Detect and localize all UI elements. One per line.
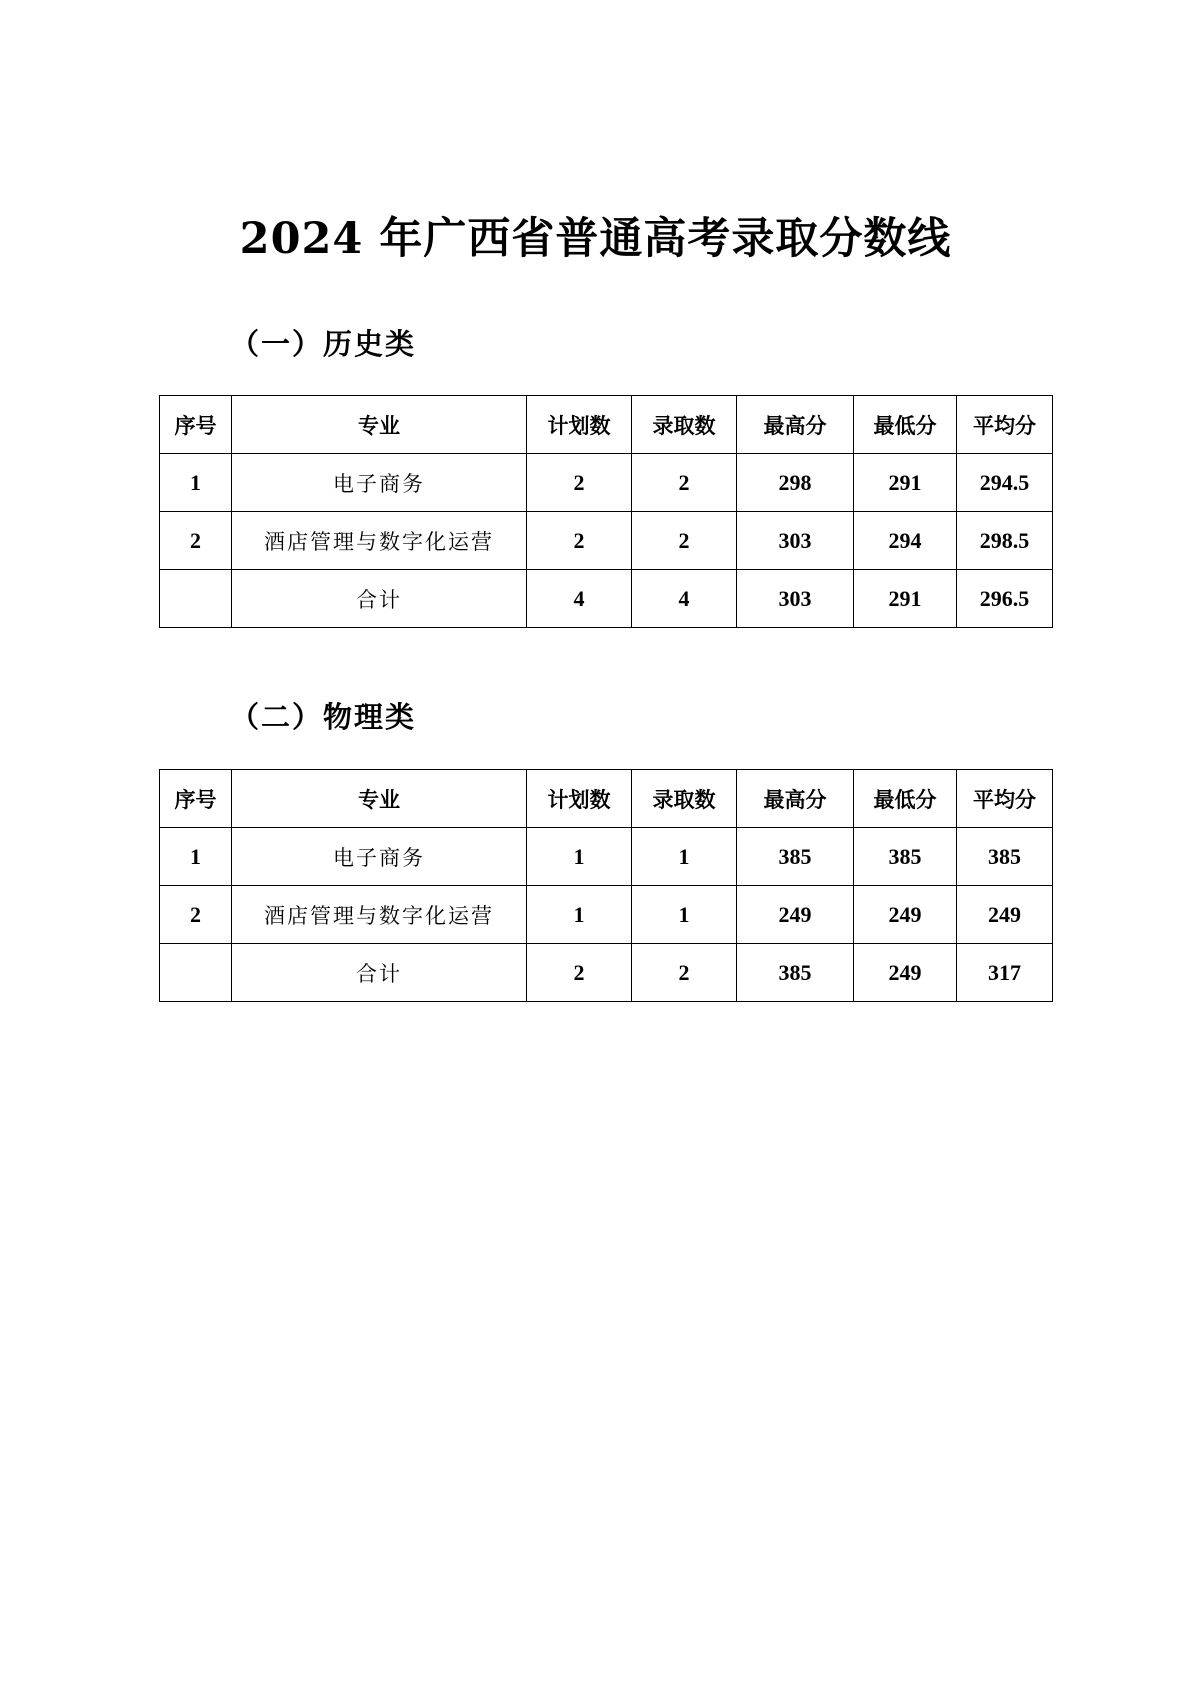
history-score-table [159,395,1053,628]
cell-max-score: 303 [737,512,854,570]
header-index: 序号 [160,396,232,454]
cell-admitted: 4 [632,570,737,628]
cell-admitted: 1 [632,828,737,886]
header-index: 序号 [160,770,232,828]
cell-major: 电子商务 [232,454,527,512]
physics-score-table [159,769,1053,1002]
section-heading-physics: （二）物理类 [230,700,417,734]
cell-index: 2 [160,512,232,570]
header-min-score: 最低分 [854,396,957,454]
cell-min-score: 291 [854,570,957,628]
cell-major: 酒店管理与数字化运营 [232,886,527,944]
cell-index [160,570,232,628]
cell-plan: 2 [527,512,632,570]
header-major: 专业 [232,770,527,828]
cell-avg-score: 296.5 [957,570,1053,628]
cell-plan: 2 [527,944,632,1002]
header-major: 专业 [232,396,527,454]
table-header-row [160,770,1053,828]
header-max-score: 最高分 [737,396,854,454]
header-avg-score: 平均分 [957,396,1053,454]
cell-max-score: 298 [737,454,854,512]
cell-admitted: 1 [632,886,737,944]
cell-max-score: 385 [737,828,854,886]
cell-index: 2 [160,886,232,944]
cell-major: 酒店管理与数字化运营 [232,512,527,570]
cell-avg-score: 294.5 [957,454,1053,512]
cell-plan: 1 [527,828,632,886]
table-header-row [160,396,1053,454]
cell-max-score: 303 [737,570,854,628]
cell-index: 1 [160,454,232,512]
cell-avg-score: 385 [957,828,1053,886]
cell-major: 电子商务 [232,828,527,886]
cell-avg-score: 317 [957,944,1053,1002]
cell-min-score: 291 [854,454,957,512]
cell-min-score: 249 [854,944,957,1002]
header-max-score: 最高分 [737,770,854,828]
cell-plan: 2 [527,454,632,512]
table-row [160,512,1053,570]
cell-min-score: 385 [854,828,957,886]
table-row [160,886,1053,944]
cell-major: 合计 [232,944,527,1002]
cell-plan: 1 [527,886,632,944]
cell-plan: 4 [527,570,632,628]
cell-index [160,944,232,1002]
cell-min-score: 294 [854,512,957,570]
header-admitted: 录取数 [632,396,737,454]
cell-admitted: 2 [632,454,737,512]
header-min-score: 最低分 [854,770,957,828]
header-admitted: 录取数 [632,770,737,828]
cell-avg-score: 298.5 [957,512,1053,570]
header-plan: 计划数 [527,396,632,454]
cell-avg-score: 249 [957,886,1053,944]
table-row-total [160,570,1053,628]
cell-min-score: 249 [854,886,957,944]
cell-max-score: 249 [737,886,854,944]
cell-admitted: 2 [632,512,737,570]
cell-admitted: 2 [632,944,737,1002]
cell-max-score: 385 [737,944,854,1002]
table-row-total [160,944,1053,1002]
table-row [160,828,1053,886]
cell-index: 1 [160,828,232,886]
section-heading-history: （一）历史类 [230,327,417,361]
page-title: 2024 年广西省普通高考录取分数线 [239,214,952,264]
table-row [160,454,1053,512]
cell-major: 合计 [232,570,527,628]
header-plan: 计划数 [527,770,632,828]
header-avg-score: 平均分 [957,770,1053,828]
